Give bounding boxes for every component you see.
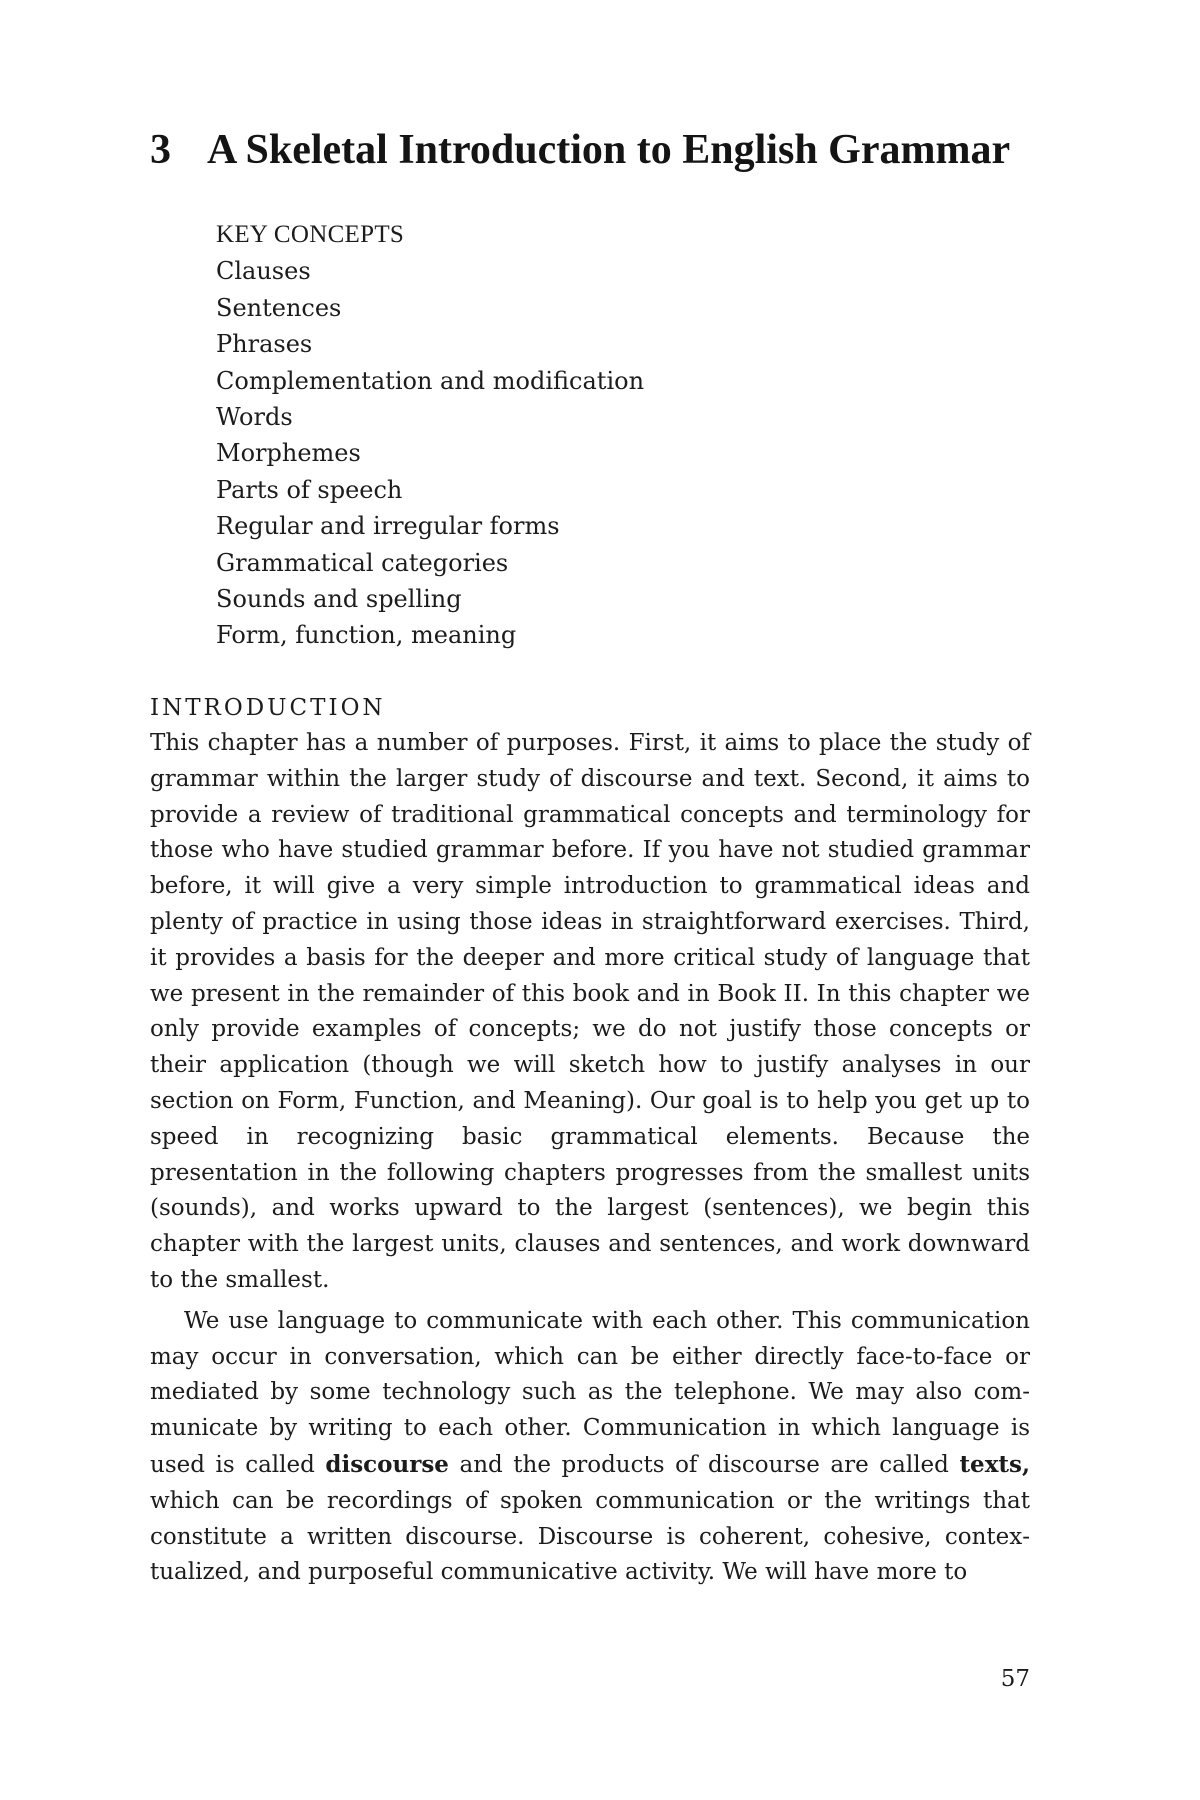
- key-concept-item: Words: [216, 403, 293, 432]
- paragraph-text: and the products of discourse are called: [448, 1451, 960, 1478]
- key-concept-item: Complementation and modification: [216, 366, 645, 395]
- paragraph-text: which can be recordings of spoken communication or the writings that constitute a written discourse. Discourse is coherent, cohesive, contextualized, and purposeful communicative activity. We will have more to: [150, 1487, 1030, 1586]
- paragraph: This chapter has a number of purposes. First, it aims to place the study of grammar within the larger study of discourse and text. Second, it aims to provide a review of traditional grammatical concepts and terminology for those who have studied grammar before. If you have not studied grammar before, it will give a very simple introduction to grammatical ideas and plenty of practice in using those ideas in straightforward exercises. Third, it provides a basis for the deeper and more critical study of language that we present in the remainder of this book and in Book II. In this chapter we only provide examples of concepts; we do not justify those concepts or their application (though we will sketch how to justify analyses in our section on Form, Function, and Meaning). Our goal is to help you get up to speed in recognizing basic grammatical elements. Because the presentation in the following chapters progresses from the smallest units (sounds), and works upward to the largest (sentences), we begin this chapter with the largest units, clauses and sentences, and work downward to the smallest.: [150, 730, 1030, 1293]
- chapter-heading: [150, 126, 1050, 174]
- term-texts: texts,: [959, 1450, 1030, 1478]
- key-concept-item: Sounds and spelling: [216, 585, 462, 614]
- key-concept-item: Form, function, meaning: [216, 621, 517, 650]
- key-concept-item: Sentences: [216, 293, 342, 322]
- key-concepts-heading: KEY CONCEPTS: [216, 221, 405, 248]
- page-number: 57: [1000, 1666, 1030, 1692]
- key-concept-item: Morphemes: [216, 439, 361, 468]
- chapter-title: A Skeletal Introduction to English Grammar: [207, 127, 1011, 173]
- key-concept-item: Regular and irregular forms: [216, 512, 560, 541]
- key-concept-item: Phrases: [216, 330, 313, 359]
- key-concept-item: Parts of speech: [216, 475, 403, 504]
- key-concept-item: Clauses: [216, 257, 311, 286]
- key-concepts-list: [216, 253, 916, 653]
- chapter-number: 3: [150, 127, 171, 173]
- introduction-heading: INTRODUCTION: [150, 695, 386, 721]
- term-discourse: discourse: [325, 1450, 449, 1478]
- paragraph-text: We use language to communicate with each other. This communication may occur in conversation, which can be either directly face-to-face or mediated by some technology such as the telephone. We may also communicate by writing to each other. Communication in which language is used is called: [150, 1307, 1030, 1478]
- body-text: [150, 726, 1030, 1591]
- paragraph: [150, 1304, 1030, 1591]
- key-concepts-box: [216, 217, 916, 654]
- key-concept-item: Grammatical categories: [216, 548, 509, 577]
